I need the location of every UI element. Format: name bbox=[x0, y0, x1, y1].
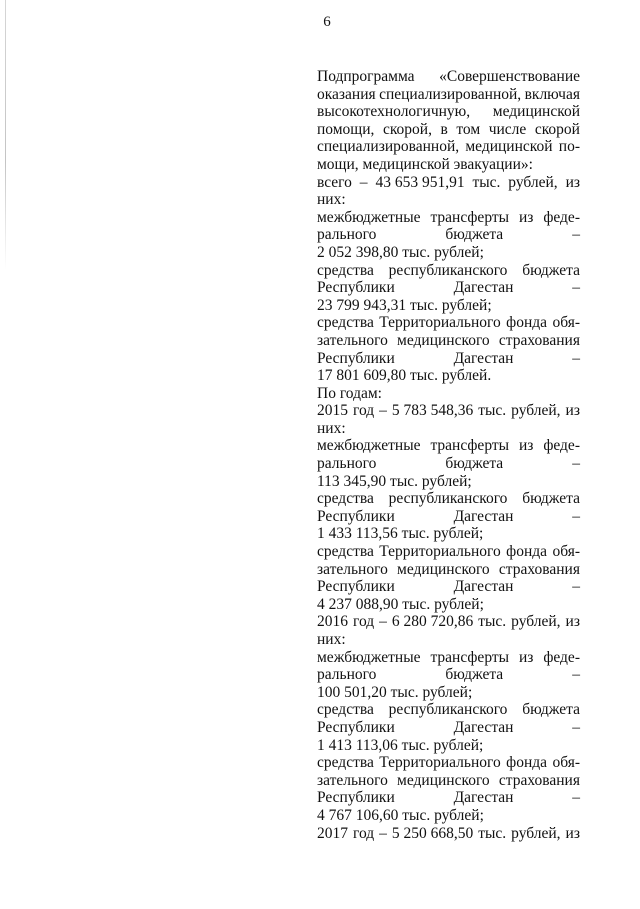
text-line bbox=[317, 596, 580, 614]
text-word: из bbox=[565, 173, 580, 191]
text-word: – bbox=[359, 173, 368, 191]
text-word: медицинской bbox=[465, 138, 553, 156]
text-word: Дагестан bbox=[453, 789, 514, 807]
text-word: 5 783 548,36 bbox=[391, 402, 474, 420]
text-word: Территориального bbox=[379, 754, 501, 772]
text-word: По годам: bbox=[317, 384, 382, 402]
text-word: «Совершенствование bbox=[439, 68, 580, 85]
text-line bbox=[317, 297, 580, 315]
text-word: трансферты bbox=[430, 208, 510, 226]
text-word: – bbox=[572, 226, 580, 244]
text-word: трансферты bbox=[430, 437, 510, 455]
text-line bbox=[317, 244, 580, 262]
text-line bbox=[317, 737, 580, 755]
text-line bbox=[317, 561, 580, 579]
text-word: Подпрограмма bbox=[317, 68, 415, 85]
text-line bbox=[317, 437, 580, 455]
text-word: 23 799 943,31 тыс. рублей; bbox=[317, 296, 492, 314]
text-word: год bbox=[352, 824, 375, 842]
text-word: рального bbox=[317, 666, 377, 684]
text-word: 100 501,20 тыс. рублей; bbox=[317, 683, 473, 701]
text-word: Территориального bbox=[379, 543, 501, 561]
text-word: – bbox=[572, 279, 580, 297]
text-line bbox=[317, 350, 580, 368]
text-word: страхования bbox=[498, 331, 580, 349]
text-line bbox=[317, 473, 580, 491]
text-word: 43 653 951,91 bbox=[375, 173, 465, 191]
text-line bbox=[317, 156, 580, 174]
text-word: средства bbox=[317, 490, 374, 508]
text-word: высокотехнологичную, bbox=[317, 103, 471, 121]
text-word: бюджета bbox=[522, 701, 580, 719]
page-number: 6 bbox=[323, 14, 331, 30]
text-word: специализированной, bbox=[379, 85, 522, 103]
text-word: бюджета bbox=[445, 455, 504, 473]
text-word: 2 052 398,80 тыс. рублей; bbox=[317, 243, 484, 261]
text-line bbox=[317, 772, 580, 790]
text-word: рального bbox=[317, 226, 377, 244]
text-word: Республики bbox=[317, 279, 395, 297]
text-word: Дагестан bbox=[453, 279, 514, 297]
text-word: медицинского bbox=[397, 560, 490, 578]
text-word: – bbox=[572, 718, 580, 736]
text-line bbox=[317, 191, 580, 209]
text-word: из bbox=[565, 402, 580, 420]
text-word: фонда bbox=[506, 314, 548, 332]
document-body-text bbox=[317, 68, 580, 842]
text-word: Республики bbox=[317, 507, 395, 525]
text-word: из bbox=[518, 437, 534, 455]
text-line bbox=[317, 262, 580, 280]
text-line bbox=[317, 455, 580, 473]
text-word: республиканского bbox=[388, 701, 508, 719]
text-line bbox=[317, 719, 580, 737]
text-line bbox=[317, 649, 580, 667]
text-word: 6 280 720,86 bbox=[391, 613, 474, 631]
text-word: Республики bbox=[317, 578, 395, 596]
text-word: рублей, bbox=[511, 613, 561, 631]
text-line bbox=[317, 631, 580, 649]
text-word: медицинского bbox=[397, 771, 490, 789]
text-word: них: bbox=[317, 419, 346, 437]
text-word: 1 433 113,56 тыс. рублей; bbox=[317, 525, 484, 543]
text-line bbox=[317, 209, 580, 227]
text-word: тыс. bbox=[478, 824, 507, 842]
text-word: – bbox=[572, 578, 580, 596]
scan-edge-shadow bbox=[5, 0, 6, 270]
text-word: фонда bbox=[506, 754, 548, 772]
text-word: страхования bbox=[498, 560, 580, 578]
text-word: Республики bbox=[317, 789, 395, 807]
text-line bbox=[317, 402, 580, 420]
text-word: – bbox=[572, 507, 580, 525]
text-word: – bbox=[572, 349, 580, 367]
text-word: мощи, медицинской эвакуации»: bbox=[317, 155, 533, 173]
text-word: Дагестан bbox=[453, 349, 514, 367]
text-line bbox=[317, 807, 580, 825]
text-word: средства bbox=[317, 543, 374, 561]
text-word: Территориального bbox=[379, 314, 501, 332]
text-word: страхования bbox=[498, 771, 580, 789]
text-word: средства bbox=[317, 701, 374, 719]
text-word: феде- bbox=[543, 437, 580, 455]
text-word: бюджета bbox=[445, 226, 504, 244]
text-word: них: bbox=[317, 631, 346, 648]
text-word: год bbox=[352, 613, 375, 631]
text-line bbox=[317, 314, 580, 332]
text-word: – bbox=[572, 455, 580, 473]
text-word: 2015 bbox=[317, 402, 348, 420]
text-line bbox=[317, 543, 580, 561]
text-word: специализированной, bbox=[317, 138, 460, 156]
text-line bbox=[317, 525, 580, 543]
text-line bbox=[317, 420, 580, 438]
text-word: них: bbox=[317, 191, 346, 209]
text-word: из bbox=[565, 824, 580, 842]
text-word: из bbox=[565, 613, 580, 631]
text-word: числе bbox=[488, 120, 527, 138]
text-word: тыс. bbox=[472, 173, 501, 191]
text-line bbox=[317, 613, 580, 631]
text-word: в bbox=[440, 120, 448, 138]
text-word: средства bbox=[317, 261, 374, 279]
text-line bbox=[317, 86, 580, 104]
text-word: тыс. bbox=[478, 613, 507, 631]
text-word: феде- bbox=[543, 648, 580, 666]
text-word: – bbox=[379, 824, 387, 842]
text-word: рублей, bbox=[511, 824, 561, 842]
text-word: из bbox=[518, 208, 534, 226]
text-word: Дагестан bbox=[453, 578, 514, 596]
text-word: 4 767 106,60 тыс. рублей; bbox=[317, 806, 484, 824]
text-word: фонда bbox=[506, 543, 548, 561]
text-word: Республики bbox=[317, 349, 395, 367]
text-line bbox=[317, 666, 580, 684]
text-word: бюджета bbox=[522, 490, 580, 508]
text-word: из bbox=[518, 648, 534, 666]
text-word: рального bbox=[317, 455, 377, 473]
text-line bbox=[317, 138, 580, 156]
text-word: зательного bbox=[317, 771, 388, 789]
text-line bbox=[317, 825, 580, 843]
text-word: – bbox=[572, 789, 580, 807]
text-line bbox=[317, 68, 580, 86]
text-word: межбюджетные bbox=[317, 208, 421, 226]
text-word: рублей, bbox=[508, 173, 558, 191]
text-word: 2017 bbox=[317, 824, 348, 842]
text-line bbox=[317, 121, 580, 139]
text-word: – bbox=[379, 613, 387, 631]
text-word: обя- bbox=[552, 314, 580, 332]
text-word: обя- bbox=[552, 543, 580, 561]
text-word: межбюджетные bbox=[317, 648, 421, 666]
text-word: 2016 bbox=[317, 613, 348, 631]
text-line bbox=[317, 385, 580, 403]
text-word: скорой, bbox=[382, 120, 432, 138]
text-word: средства bbox=[317, 754, 374, 772]
text-line bbox=[317, 174, 580, 192]
text-line bbox=[317, 226, 580, 244]
text-word: трансферты bbox=[430, 648, 510, 666]
text-word: помощи, bbox=[317, 120, 375, 138]
text-word: – bbox=[379, 402, 387, 420]
text-line bbox=[317, 490, 580, 508]
text-line bbox=[317, 578, 580, 596]
text-word: включая bbox=[524, 85, 580, 103]
text-word: оказания bbox=[317, 85, 376, 103]
text-word: том bbox=[456, 120, 481, 138]
text-word: рублей, bbox=[511, 402, 561, 420]
text-word: 113 345,90 тыс. рублей; bbox=[317, 472, 472, 490]
text-word: республиканского bbox=[388, 261, 508, 279]
text-word: средства bbox=[317, 314, 374, 332]
text-line bbox=[317, 684, 580, 702]
text-word: республиканского bbox=[388, 490, 508, 508]
text-word: межбюджетные bbox=[317, 437, 421, 455]
text-word: Дагестан bbox=[453, 718, 514, 736]
text-word: бюджета bbox=[445, 666, 504, 684]
text-line bbox=[317, 367, 580, 385]
text-word: бюджета bbox=[522, 261, 580, 279]
text-word: зательного bbox=[317, 331, 388, 349]
text-word: зательного bbox=[317, 560, 388, 578]
text-word: Республики bbox=[317, 718, 395, 736]
text-word: всего bbox=[317, 173, 352, 191]
text-word: 5 250 668,50 bbox=[391, 824, 474, 842]
text-word: – bbox=[572, 666, 580, 684]
text-word: 17 801 609,80 тыс. рублей. bbox=[317, 367, 492, 385]
text-word: Дагестан bbox=[453, 507, 514, 525]
text-line bbox=[317, 332, 580, 350]
text-word: по- bbox=[558, 138, 580, 156]
text-word: тыс. bbox=[478, 402, 507, 420]
text-word: 1 413 113,06 тыс. рублей; bbox=[317, 736, 484, 754]
text-line bbox=[317, 508, 580, 526]
text-line bbox=[317, 754, 580, 772]
text-word: медицинского bbox=[397, 331, 490, 349]
text-word: 4 237 088,90 тыс. рублей; bbox=[317, 595, 484, 613]
text-word: год bbox=[352, 402, 375, 420]
text-line bbox=[317, 701, 580, 719]
text-word: скорой bbox=[534, 120, 580, 138]
text-word: обя- bbox=[552, 754, 580, 772]
text-line bbox=[317, 103, 580, 121]
text-word: медицинской bbox=[492, 103, 580, 121]
text-line bbox=[317, 789, 580, 807]
text-word: феде- bbox=[543, 208, 580, 226]
text-line bbox=[317, 279, 580, 297]
